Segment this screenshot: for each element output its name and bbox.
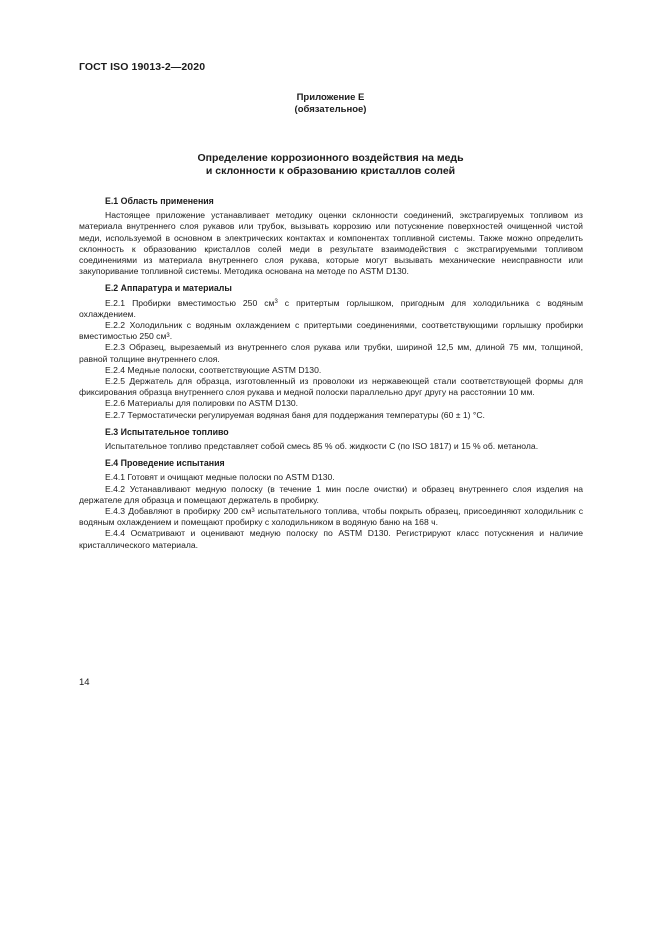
paragraph-text: Е.4.2 Устанавливают медную полоску (в течение 1 мин после очистки) и образец внутреннего слоя изделия на держателе для образца и помещают держатель в пробирку.	[79, 483, 583, 505]
paragraph-text: Е.2.2 Холодильник с водяным охлаждением с притертыми соединениями, соответствующими горлышку пробирки вместимостью 250 см	[79, 320, 583, 342]
paragraph	[79, 484, 583, 506]
paragraph-text: Е.2.7 Термостатически регулируемая водяная баня для поддержания температуры (60 ± 1) °С.	[105, 409, 485, 420]
paragraph-text: Настоящее приложение устанавливает методику оценки склонности соединений, экстрагируемых топливом из материала внутреннего слоя рукавов или трубок, вызывать коррозию или потускнение поверхностей очищенной чистой меди, используемой в основном в электрических контактах и компонентах топливной системы. Также можно определить склонность к образованию кристаллов солей меди в результате взаимодействия с экстрагируемыми топливом соединениями из материала внутреннего слоя рукава, которые могут вызывать механические неисправности или закупоривание топливной системы. Методика основана на методе по ASTM D130.	[79, 210, 583, 277]
page-number: 14	[79, 677, 90, 688]
paragraph	[79, 441, 583, 452]
section	[79, 283, 583, 420]
annex-title: Приложение Е	[296, 92, 365, 103]
paragraph	[79, 398, 583, 409]
paragraph	[79, 528, 583, 550]
annex-status: (обязательное)	[294, 104, 367, 115]
paragraph-text: Е.4.3 Добавляют в пробирку 200 см	[105, 506, 252, 517]
superscript: 3	[251, 507, 255, 514]
document-standard-code: ГОСТ ISO 19013-2—2020	[79, 61, 206, 73]
section-heading: Е.4 Проведение испытания	[105, 458, 225, 469]
section-heading: Е.2 Аппаратура и материалы	[105, 283, 232, 294]
paragraph	[79, 472, 583, 483]
paragraph	[79, 210, 583, 277]
superscript: 3	[274, 299, 278, 306]
paragraph	[79, 365, 583, 376]
document-body	[79, 196, 583, 557]
paragraph-text: Е.2.3 Образец, вырезаемый из внутреннего слоя рукава или трубки, шириной 12,5 мм, длиной 75 мм, толщиной, равной толщине внутреннего слоя.	[79, 342, 583, 364]
paragraph-text: Е.2.6 Материалы для полировки по ASTM D130.	[105, 398, 299, 409]
section	[79, 458, 583, 551]
paragraph-text: Е.4.1 Готовят и очищают медные полоски по ASTM D130.	[105, 472, 335, 483]
annex-heading	[0, 92, 661, 116]
annex-main-title-line-1: Определение коррозионного воздействия на медь	[197, 152, 464, 164]
paragraph	[79, 410, 583, 421]
superscript: 3	[166, 332, 170, 339]
annex-main-title	[0, 152, 661, 178]
paragraph-text: Е.2.5 Держатель для образца, изготовленный из проволоки из нержавеющей стали соответствующей формы для фиксирования образца внутреннего слоя рукава и медной полоски параллельно друг другу на расстоянии 10 мм.	[79, 376, 583, 398]
paragraph	[79, 342, 583, 364]
section-heading: Е.3 Испытательное топливо	[105, 426, 229, 437]
section-heading: Е.1 Область применения	[105, 196, 214, 206]
section	[79, 427, 583, 452]
paragraph	[79, 298, 583, 320]
paragraph	[79, 320, 583, 342]
section	[79, 196, 583, 277]
paragraph	[79, 376, 583, 398]
paragraph-text-continued: с притертым горлышком, пригодным для холодильника с водяным охлаждением.	[79, 297, 583, 319]
paragraph-text-continued: испытательного топлива, чтобы покрыть образец, присоединяют холодильник с водяным охлаждением и помещают пробирку с холодильником в водяную баню на 168 ч.	[79, 506, 583, 528]
annex-main-title-line-2: и склонности к образованию кристаллов солей	[205, 165, 456, 177]
paragraph-text: Е.2.4 Медные полоски, соответствующие ASTM D130.	[105, 364, 322, 375]
paragraph-text: Испытательное топливо представляет собой смесь 85 % об. жидкости С (по ISO 1817) и 15 % об. метанола.	[105, 441, 539, 452]
paragraph-text: Е.2.1 Пробирки вместимостью 250 см	[105, 297, 275, 308]
paragraph-text-continued: .	[169, 331, 173, 342]
paragraph-text: Е.4.4 Осматривают и оценивают медную полоску по ASTM D130. Регистрируют класс потускнения и наличие кристаллического материала.	[79, 528, 583, 550]
paragraph	[79, 506, 583, 528]
